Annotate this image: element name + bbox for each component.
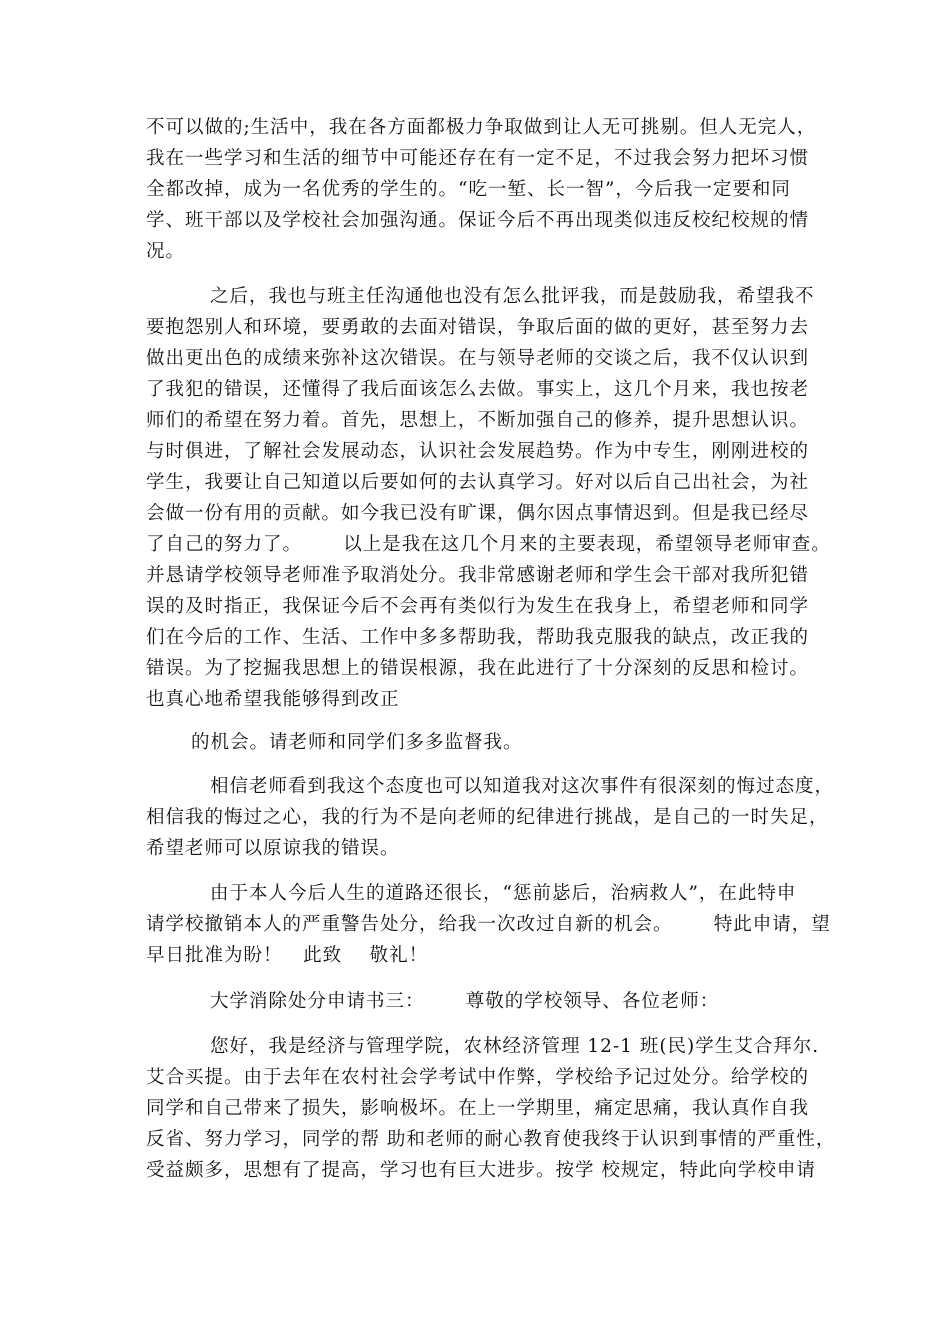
text-line: 艾合买提。由于去年在农村社会学考试中作弊，学校给予记过处分。给学校的: [146, 1067, 810, 1088]
text-line: 们在今后的工作、生活、工作中多多帮助我，帮助我克服我的缺点，改正我的: [146, 627, 810, 648]
text-line: 与时俱进，了解社会发展动态，认识社会发展趋势。作为中专生，刚刚进校的: [146, 441, 810, 462]
text-line: 反省、努力学习，同学的帮 助和老师的耐心教育使我终于认识到事情的严重性，: [146, 1129, 836, 1150]
text-line: 我在一些学习和生活的细节中可能还存在有一定不足，不过我会努力把坏习惯: [146, 148, 810, 169]
text-line: 错误。为了挖掘我思想上的错误根源，我在此进行了十分深刻的反思和检讨。: [146, 658, 810, 679]
text-line: 误的及时指正，我保证今后不会再有类似行为发生在我身上，希望老师和同学: [146, 596, 810, 617]
text-line: 了自己的努力了。 以上是我在这几个月来的主要表现，希望领导老师审查。: [146, 534, 831, 555]
text-line: 并恳请学校领导老师准予取消处分。我非常感谢老师和学生会干部对我所犯错: [146, 565, 810, 586]
paragraph-first-line: 大学消除处分申请书三： 尊敬的学校领导、各位老师：: [210, 991, 720, 1012]
text-line: 做出更出色的成绩来弥补这次错误。在与领导老师的交谈之后，我不仅认识到: [146, 348, 810, 369]
text-line: 受益颇多，思想有了提高，学习也有巨大进步。按学 校规定，特此向学校申请: [146, 1160, 816, 1181]
text-line: 全都改掉，成为一名优秀的学生的。“吃一堑、长一智”，今后我一定要和同: [146, 179, 791, 200]
text-line: 要抱怨别人和环境，要勇敢的去面对错误，争取后面的做的更好，甚至努力去: [146, 317, 810, 338]
paragraph-first-line: 之后，我也与班主任沟通他也没有怎么批评我，而是鼓励我，希望我不: [210, 286, 815, 307]
text-line: 也真心地希望我能够得到改正: [146, 689, 400, 710]
text-line: 学生，我要让自己知道以后要如何的去认真学习。好对以后自己出社会，为社: [146, 472, 810, 493]
text-line: 相信我的悔过之心，我的行为不是向老师的纪律进行挑战，是自己的一时失足，: [146, 807, 829, 828]
text-line: 希望老师可以原谅我的错误。: [146, 838, 400, 859]
text-line: 早日批准为盼！ 此致 敬礼！: [146, 945, 429, 966]
text-line: 况。: [146, 241, 186, 262]
text-line: 会做一份有用的贡献。如今我已没有旷课，偶尔因点事情迟到。但是我已经尽: [146, 503, 810, 524]
text-line: 不可以做的;生活中，我在各方面都极力争取做到让人无可挑剔。但人无完人，: [146, 117, 817, 138]
paragraph-first-line: 的机会。请老师和同学们多多监督我。: [191, 732, 523, 753]
paragraph-first-line: 相信老师看到我这个态度也可以知道我对这次事件有很深刻的悔过态度，: [210, 776, 835, 797]
text-line: 同学和自己带来了损失，影响极坏。在上一学期里，痛定思痛，我认真作自我: [146, 1098, 810, 1119]
text-line: 请学校撤销本人的严重警告处分，给我一次改过自新的机会。 特此申请，望: [146, 914, 831, 935]
paragraph-first-line: 由于本人今后人生的道路还很长，“惩前毖后，治病救人”，在此特申: [210, 883, 797, 904]
text-line: 师们的希望在努力着。首先，思想上，不断加强自己的修养，提升思想认识。: [146, 410, 810, 431]
text-line: 学、班干部以及学校社会加强沟通。保证今后不再出现类似违反校纪校规的情: [146, 210, 810, 231]
paragraph-first-line: 您好，我是经济与管理学院，农林经济管理 12-1 班(民)学生艾合拜尔.: [210, 1036, 820, 1057]
text-line: 了我犯的错误，还懂得了我后面该怎么去做。事实上，这几个月来，我也按老: [146, 379, 810, 400]
